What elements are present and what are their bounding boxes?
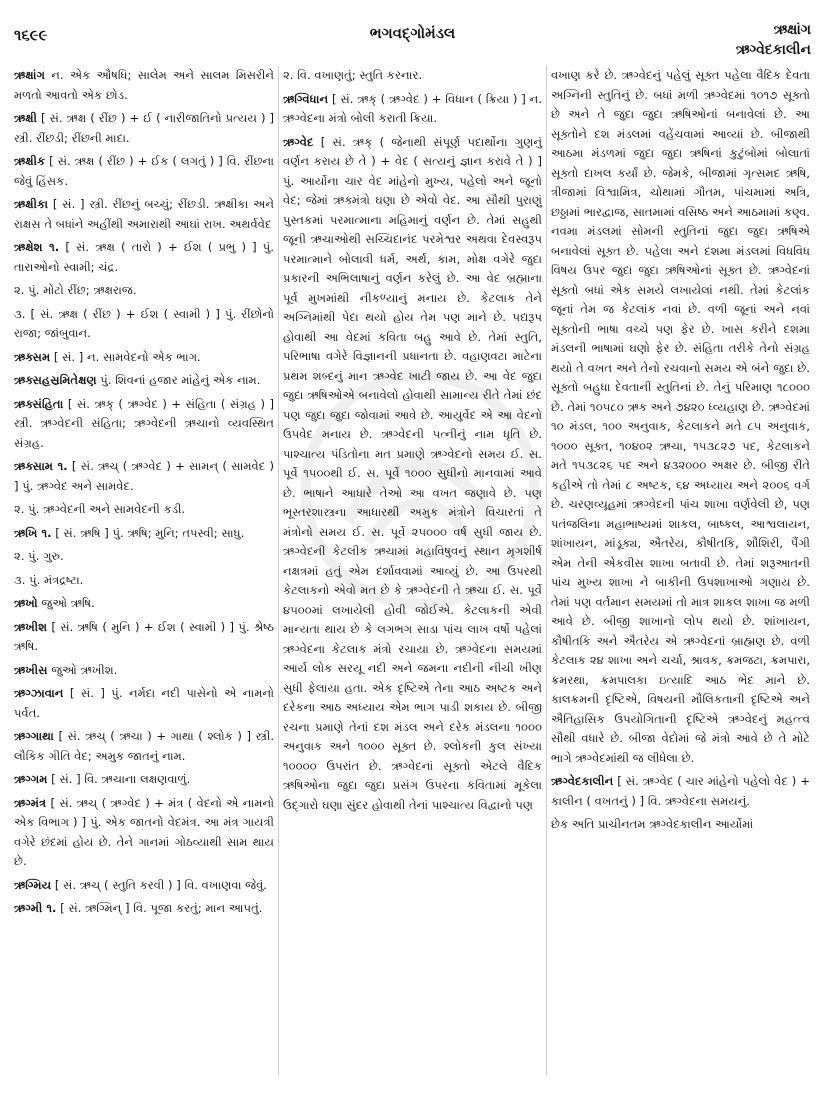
entry-definition: [ સં. ] સ્ત્રી. રીંછનું બચ્ચું; રીંછડી. ઋક્ષીકા અને રાક્ષસ તે બધાંને અહીંથી અમારાથી આઘાં રાખ. અથર્વવેદ — [14, 197, 274, 231]
text-columns — [10, 66, 816, 1076]
entry-definition: [ સં. ] વિ. ઋચાના લક્ષણવાળું. — [51, 772, 191, 786]
page-number: ૧૬૯૯ — [14, 26, 48, 44]
entry-definition: વખાણ કરે છે. ઋગ્વેદનું પહેલું સૂક્ત પહેલા વૈદિક દેવતા અગ્નિની સ્તુતિનું છે. બધાં મળી ઋગ્વેદમાં ૧૦૧૭ સૂક્તો છે અને તે જુદા જુદા ઋષિઓનાં બનાવેલાં છે. આ સૂક્તોને દશ મંડલમાં વહેંચવામાં આવ્યાં છે. બીજાથી આઠમા મંડળમાં જુદા જુદા ઋષિનાં કુટુંબોમાં બોલાતાં સૂક્તો દાખલ કર્યાં છે. જેમકે, બીજામાં ગૃત્સમદ ઋષિ, ત્રીજામાં વિશ્વામિત્ર, ચોથામાં ગૌતમ, પાંચમામાં અત્રિ, છઠ્ઠામાં ભારદ્વાજ, સાતમામાં વસિષ્ઠ અને આઠમામાં કણ્વ. નવમા મંડલમાં સોમની સ્તુતિનાં જુદા જુદા ઋષિએ બનાવેલાં સૂક્ત છે. પહેલા અને દશમા મંડલમાં વિધવિધ વિષય ઉપર જુદા જુદા ઋષિઓનાં સૂક્ત છે. ઋગ્વેદનાં સૂક્તો બધાં એક સમયે લખાયેલાં નથી. તેમાં કેટલાંક જૂનાં તેમ જ કેટલાંક નવાં છે. વળી જૂનાં અને નવાં સૂક્તોની ભાષા વચ્ચે પણ ફેર છે. ખાસ કરીને દશમા મંડલની ભાષામાં ઘણો ફેર છે. સંહિતા તરીકે તેનો સંગ્રહ થયો તે વખત અને તેનો રચવાનો સમય એ બંને જુદા છે. સૂક્તો બહુધા દેવતાની સ્તુતિનાં છે. તેનું પરિમાણ ૧૮૦૦૦ છે. તેમાં ૧૦૫૮૦ ઋક અને ૭૪૨૦ ધ્વ્યહાણ છે. ઋગ્વેદમાં ૧૦ મંડલ, ૧૦૦ અનુવાક, કેટલાકને મતે ૮૫ અનુવાક, ૧૦૦૦ સૂક્ત, ૧૦૪૦૨ ઋચા, ૧૫૩૮૨૭ પદ, કેટલાકને મતે ૧૫૩૮૨૬ પદ અને ૪૩૨૦૦૦ અક્ષર છે. બીજી રીતે કહીએ તો તેમાં ૮ અષ્ટક, ૬૪ અધ્યાય અને ૨૦૦૬ વર્ગ છે. ચરણવ્યૂહમાં ઋગ્વેદની પાંચ શાખા વર્ણવેલી છે, પણ પતંજલિના મહાભાષ્યમાં શાકલ, બાષ્કલ, આશ્વલાયન, શાંખાયન, માંડૂક્ય, ઐતરેય, કૌષીતકિ, શૌશિરી, પૈંગી એમ તેની એકવીસ શાખા બતાવી છે. તેમાં શરૂઆતની પાંચ મુખ્ય શાખા ને બાકીની ઉપશાખાઓ ગણાય છે. તેમાં પણ વર્તમાન સમયમાં તો માત્ર શાકલ શાખા જ મળી આવે છે. બીજી શાખાનો લોપ થયો છે. શાંખાયન, કૌષીતકિ અને ઐતરેય એ ઋગ્વેદનાં બ્રાહ્મણ છે. વળી કેટલાક ૨૪ શાખા અને ચર્ચા, શ્રાવક, ક્રમજટા, ક્રમપારા, ક્રમરથા, ક્રમપાલકા ઇત્યાદિ આઠ ભેદ માને છે. કાલક્રમની દૃષ્ટિએ, વિષયની મૌલિકતાની દૃષ્ટિએ અને ઐતિહાસિક ઉપયોગિતાની દૃષ્ટિએ ઋગ્વેદનું મહત્ત્વ સૌથી વધારે છે. બીજા વેદોમાં જે મંત્રો આવે છે તે મોટે ભાગે ઋગ્વેદમાંથી જ લીધેલા છે. — [551, 68, 810, 765]
entry-definition: [ સં. ઋક્ ( ઋગ્વેદ ) + વિધાન ( ક્રિયા ) ] ન. ઋગ્વેદના મંત્રો બોલી કરાતી ક્રિયા. — [283, 91, 542, 125]
entry-definition: [ સં. ઋક્ષ ( રીંછ ) + ઈ ( નારીજાતિનો પ્રત્યય ) ] સ્ત્રી. રીંછડી; રીંછની માદા. — [14, 111, 275, 145]
dictionary-entry — [551, 815, 810, 835]
dictionary-entry — [14, 524, 274, 544]
dictionary-entry — [283, 66, 542, 86]
dictionary-entry — [14, 684, 274, 723]
dictionary-entry — [14, 152, 274, 191]
entry-definition: [ સં. ઋચ્ ( સ્તુતિ કરવી ) ] વિ. વખાણવા જેવું. — [54, 877, 267, 892]
entry-definition: [ સં. ] પું. નર્મદા નદી પાસેનો એ નામનો પર્વત. — [14, 686, 274, 720]
entry-definition: [ સં. ઋક્ષ ( રીંછ ) + ઈક ( લગતું ) ] વિ. રીંછના જેવું હિંસક. — [14, 154, 275, 188]
dictionary-entry — [14, 281, 274, 301]
entry-headword: ઋગ્વેદકાલીન — [551, 774, 614, 788]
dictionary-entry — [14, 571, 274, 591]
entry-definition: જુઓ ઋષિ. — [41, 596, 95, 610]
dictionary-entry — [14, 348, 274, 368]
entry-headword: ઋખીસ — [14, 662, 48, 677]
dictionary-entry — [14, 661, 274, 681]
entry-headword: ઋખિ ૧. — [14, 525, 52, 540]
dictionary-entry — [551, 772, 810, 811]
page-header — [14, 20, 811, 68]
guide-word-last: ઋગ્વેદકાલીન — [735, 42, 811, 58]
dictionary-entry — [551, 66, 810, 768]
entry-headword: ઋક્સહસ્રમિતેક્ષણ — [14, 373, 97, 387]
entry-definition: જુઓ ઋખીશ. — [51, 662, 118, 677]
entry-definition: ૨. પું. ગુરુ. — [14, 549, 64, 563]
entry-headword: ઋક્ષેશ ૧. — [14, 240, 60, 254]
entry-definition: [ સં. ઋષિ ( મુનિ ) + ઈશ ( સ્વામી ) ] પું. શ્રેષ્ઠ ઋષિ. — [14, 619, 275, 653]
entry-headword: ઋગ્ઝાવાન — [14, 686, 64, 700]
entry-definition: ૨. વિ. વખાણતું; સ્તુતિ કરનાર. — [283, 68, 423, 82]
entry-headword: ઋખીશ — [14, 619, 48, 634]
entry-definition: [ સં. ઋક્ષ ( તારો ) + ઈશ ( પ્રભુ ) ] પું. તારાઓનો સ્વામી; ચંદ્ર. — [14, 240, 274, 274]
dictionary-entry — [14, 794, 274, 872]
book-title: ભગવદ્ગોમંડલ — [369, 24, 456, 42]
entry-headword: ઋગ્વિધાન — [283, 91, 329, 106]
entry-definition: [ સં. ઋગ્મિન્ ] વિ. પૂજા કરતું; માન આપતું. — [60, 901, 263, 915]
entry-definition: [ સં. ઋક્ ( જેનાથી સંપૂર્ણ પદાર્થોના ગુણનું વર્ણન કરાય છે તે ) + વેદ ( સત્યનું જ્ઞાન કરાવે તે ) ] પું. આર્યોના ચાર વેદ માંહેનો મુખ્ય, પહેલો અને જૂનો વેદ; જેમાં ઋક્મંત્રો ઘણા છે એવો વેદ. આ સૌથી પુરાણું પુસ્તકમાં પરમાત્માના મહિમાનું વર્ણન છે. તેમાં સહુથી જૂની ઋચાઓથી સચ્ચિદાનંદ પરમેશ્વર અથવા દેવસ્વરૂપ પરમાત્માને બોલાવી ધર્મ, અર્થ, કામ, મોક્ષ વગેરે જુદા પ્રકારની અભિલાષાનું વર્ણન કરેલું છે. આ વેદ બ્રહ્માના પૂર્વ મુખમાંથી નીકળ્યાનું મનાય છે. કેટલાક તેને અગ્નિમાંથી પેદા થયો હોય તેમ પણ માને છે. પદ્યરૂપ હોવાથી આ વેદમાં કવિતા બહુ આવે છે. તેમાં સ્તુતિ, પરિભાષા વગેરે વિજ્ઞાનની પ્રધાનતા છે. વહાણવટા માટેના પ્રથમ શબ્દનું માન ઋગ્વેદ ખાટી જાય છે. આ વેદ જુદા જુદા ઋષિઓએ બનાવેલો હોવાથી સામાન્ય રીતે તેમાં છંદ પણ જુદા જુદા જોવામાં આવે છે. આયુર્વેદ એ આ વેદનો ઉપવેદ મનાય છે. ઋગ્વેદની પત્નીનું નામ ધૃતિ છે. પાશ્ચાત્ય પંડિતોના મત પ્રમાણે ઋગ્વેદનો સમય ઈ. સ. પૂર્વે ૧૫૦૦થી ઈ. સ. પૂર્વે ૧૦૦૦ સુધીનો માનવામાં આવે છે. ભાષાને આધારે તેઓ આ વખત જણાવે છે. પણ ભૂસ્તરશાસ્ત્રના આધારથી અમુક મંત્રોને વિચારતાં તે મંત્રોનો સમય ઈ. સ. પૂર્વે ૨૫૦૦૦ વર્ષ સુધી જાય છે. ઋગ્વેદની કેટલીક ઋચામાં મહાવિષુવનું સ્થાન મૃગશીર્ષ નક્ષત્રમાં હતું એમ દર્શાવવામાં આવ્યું છે. આ ઉપરથી કેટલાકનો એવો મત છે કે ઋગ્વેદની તે ઋચા ઈ. સ. પૂર્વે ૪૫૦૦માં લખાયેલી હોવી જોઈએ. કેટલાકની એવી માન્યતા થાય છે કે લગભગ સાડા પાંચ લાખ વર્ષો પહેલાં ઋગ્વેદના કેટલાક મંત્રો રચાયા છે. ઋગ્વેદના સમયમાં આર્ય લોક સરયૂ નદી અને જમના નદીની નીચી ખીણ સુધી ફેલાયા હતા. એક દૃષ્ટિએ તેના આઠ અષ્ટક અને દરેકના આઠ અધ્યાય એમ ભાગ પાડી શકાય છે. બીજી રચના પ્રમાણે તેનાં દશ મંડલ અને દરેક મંડલના ૧૦૦૦ અનુવાક અને ૧૦૦૦ સૂક્ત છે. શ્લોકની કુલ સંખ્યા ૧૦૦૦૦ ઉપરાંત છે. ઋગ્વેદનાં સૂક્તો એટલે વૈદિક ઋષિઓના જુદા જુદા પ્રસંગ ઉપરના કવિતામાં મૂકેલા ઉદ્ગારો ઘણા સુંદર હોવાથી તેનાં પાશ્ચાત્ય વિદ્વાનો પણ — [283, 134, 542, 812]
dictionary-entry — [14, 195, 274, 234]
entry-definition: ૩. [ સં. ઋક્ષ ( રીંછ ) + ઈશ ( સ્વામી ) ] પું. રીંછોનો રાજા; જાંબુવાન. — [14, 306, 274, 340]
guide-words — [736, 20, 811, 60]
dictionary-entry — [14, 238, 274, 277]
entry-definition: ૩. પું. મંત્રદ્રષ્ટા. — [14, 572, 84, 587]
dictionary-entry — [14, 500, 274, 520]
entry-headword: ઋગ્ગાથા — [14, 729, 54, 743]
entry-headword: ઋક્ષીક — [14, 154, 46, 168]
column-3 — [546, 66, 814, 1076]
entry-definition: [ સં. ઋચ્ ( ઋચા ) + ગાથા ( શ્લોક ) ] સ્ત્રી. લૌકિક ગીતિ વેદ; અમુક જાતનું નામ. — [14, 729, 275, 763]
dictionary-entry — [283, 133, 542, 816]
entry-definition: [ સં. ] ન. સામવેદનો એક ભાગ. — [53, 349, 201, 364]
dictionary-entry — [14, 727, 274, 766]
guide-word-first: ઋક્ષાંગ — [773, 22, 811, 38]
entry-definition: છેક અતિ પ્રાચીનતમ ઋગ્વેદકાલીન આર્યોમાં — [551, 817, 754, 831]
entry-headword: ઋખો — [14, 596, 38, 610]
entry-definition: ૨. પું. ઋગ્વેદની અને સામવેદની કડી. — [14, 502, 186, 516]
entry-definition: [ સં. ઋચ્ ( ઋગ્વેદ ) + મંત્ર ( વેદનો એ નામનો એક વિભાગ ) ] પું. એક જાતનો વેદમંત્ર. આ મંત્ર ગાયત્રી વગેરે છંદમાં હોય છે. તેને ગાનમાં ગોઠવ્યાથી સામ થાય છે. — [14, 795, 274, 868]
dictionary-entry — [14, 66, 274, 105]
entry-headword: ઋગ્મી ૧. — [14, 901, 57, 915]
entry-headword: ઋગ્મંત્ર — [14, 795, 47, 810]
entry-headword: ઋગ્વેદ — [283, 134, 314, 149]
entry-headword: ઋક્ષાંગ — [14, 68, 45, 82]
entry-definition: ન. એક ઔષધિ; સાલેમ અને સાલમ મિસરીને મળતો આવતો એક છોડ. — [14, 68, 274, 102]
entry-headword: ઋક્સમ — [14, 349, 51, 364]
dictionary-entry — [14, 371, 274, 391]
entry-headword: ઋક્ષીકા — [14, 197, 49, 211]
dictionary-entry — [14, 899, 274, 919]
entry-definition: [ સં. ઋષિ ] પું. ઋષિ; મુનિ; તપસ્વી; સાધુ. — [55, 525, 245, 540]
entry-headword: ઋક્સંહિતા — [14, 396, 64, 411]
entry-headword: ઋગ્મિય — [14, 877, 52, 892]
dictionary-entry — [14, 618, 274, 657]
dictionary-entry — [14, 547, 274, 567]
dictionary-entry — [14, 395, 274, 454]
dictionary-entry — [14, 770, 274, 790]
entry-definition: [ સં. ઋક્ ( ઋગ્વેદ ) + સંહિતા ( સંગ્રહ ) ] સ્ત્રી. ઋગ્વેદની સંહિતા; ઋગ્વેદની ઋચાનો વ્યવસ્થિત સંગ્રહ. — [14, 396, 275, 450]
entry-definition: ૨. પું. મોટો રીંછ; ઋક્ષરાજ. — [14, 283, 137, 297]
entry-definition: [ સં. ઋગ્વેદ ( ચાર માંહેનો પહેલો વેદ ) + કાલીન ( વખતનું ) ] વિ. ઋગ્વેદના સમયનું. — [551, 774, 810, 808]
column-1 — [10, 66, 278, 1076]
dictionary-entry — [283, 90, 542, 129]
dictionary-entry — [14, 457, 274, 496]
dictionary-entry — [14, 876, 274, 896]
dictionary-entry — [14, 305, 274, 344]
entry-definition: [ સં. ઋચ્ ( ઋગ્વેદ ) + સામન્ ( સામવેદ ) ] પું. ઋગ્વેદ અને સામવેદ. — [14, 459, 275, 493]
entry-headword: ઋગ્ગમ — [14, 772, 48, 786]
dictionary-entry — [14, 594, 274, 614]
entry-definition: પું. શિવનાં હજાર માંહેનું એક નામ. — [100, 373, 261, 387]
dictionary-entry — [14, 109, 274, 148]
entry-headword: ઋક્ષી — [14, 111, 37, 125]
column-2 — [278, 66, 546, 1076]
entry-headword: ઋક્સામ ૧. — [14, 459, 68, 473]
